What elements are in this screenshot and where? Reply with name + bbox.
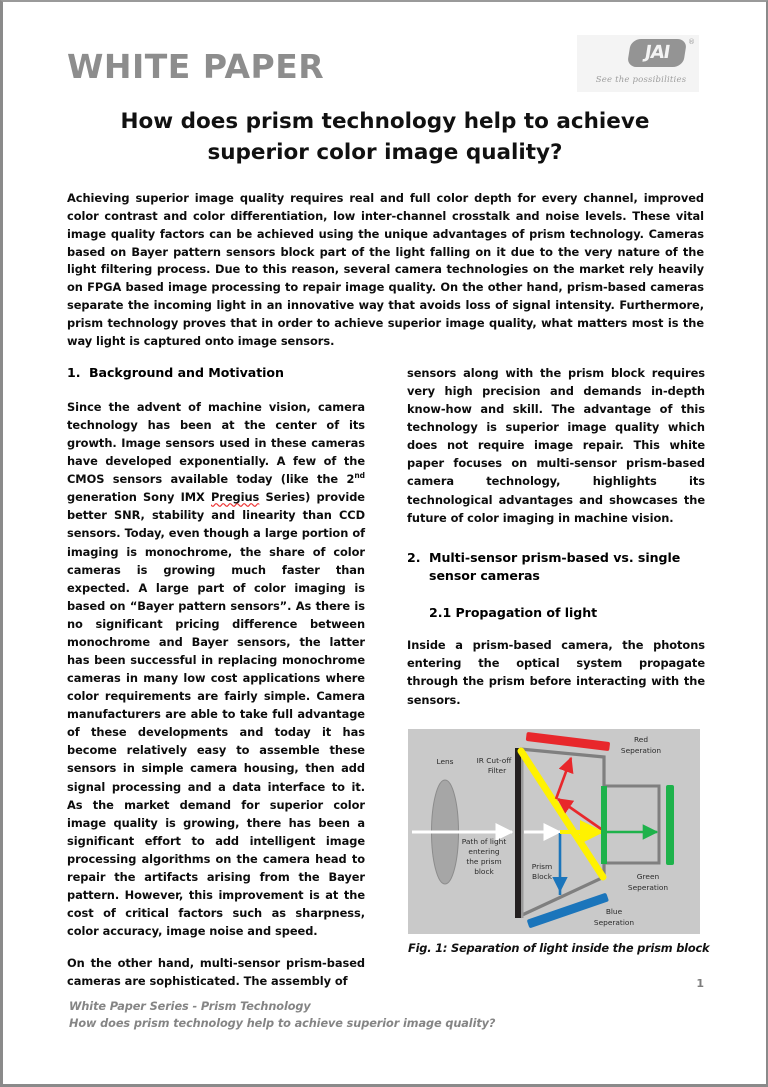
footer-line-2: How does prism technology help to achieve superior image quality? bbox=[69, 1016, 496, 1030]
footer-text bbox=[69, 999, 495, 1033]
registered-trademark-icon: ® bbox=[688, 38, 695, 46]
intro-paragraph: Achieving superior image quality requires real and full color depth for every channel, improved color contrast and color differentiation, low inter-channel crosstalk and noise levels. These vital image quality factors can be achieved using the unique advantages of prism technology. Cameras based on Bayer pattern sensors block part of the light falling on it due to the very nature of the light filtering process. Due to this reason, several camera technologies on the market rely heavily on FPGA based image processing to repair image quality. On the other hand, prism-based cameras separate the incoming light in an innovative way that avoids loss of signal intensity. Furthermore, prism technology proves that in order to achieve superior image quality, what matters most is the way light is captured onto image sensors. bbox=[67, 191, 704, 348]
figure-label-path-1: Path of light bbox=[461, 837, 507, 846]
footer-line-1: White Paper Series - Prism Technology bbox=[69, 1000, 311, 1013]
ir-cut-off-filter-bar bbox=[515, 748, 521, 918]
figure-label-red-2: Seperation bbox=[620, 746, 662, 755]
right-column bbox=[407, 364, 705, 709]
jai-logo-tagline: See the possibilities bbox=[595, 75, 687, 85]
figure-label-green-1: Green bbox=[636, 872, 660, 881]
section-2-1-heading: 2.1 Propagation of light bbox=[429, 605, 598, 621]
s1-p1-superscript: nd bbox=[354, 471, 365, 481]
green-prism-face bbox=[601, 786, 607, 864]
page-number: 1 bbox=[696, 977, 704, 990]
figure-1-image bbox=[408, 729, 700, 934]
figure-1 bbox=[408, 729, 710, 955]
figure-1-caption: Fig. 1: Separation of light inside the prism block bbox=[408, 941, 710, 955]
figure-label-green-2: Seperation bbox=[627, 883, 669, 892]
figure-label-ir-filter-1: IR Cut-off bbox=[476, 756, 512, 765]
section-1-heading-text: Background and Motivation bbox=[89, 365, 284, 380]
page-footer bbox=[3, 977, 766, 1047]
figure-label-prism-2: Block bbox=[532, 872, 552, 881]
document-title: How does prism technology help to achieve superior color image quality? bbox=[120, 109, 650, 166]
green-sensor-bar bbox=[666, 785, 674, 865]
section-2-1-paragraph-1: Inside a prism-based camera, the photons entering the optical system propagate through the prism before interacting with the sensors. bbox=[407, 638, 705, 707]
figure-label-path-2: entering bbox=[468, 847, 500, 856]
figure-label-blue-2: Seperation bbox=[593, 918, 635, 927]
section-2-heading bbox=[407, 549, 705, 585]
section-1-paragraph-2: On the other hand, multi-sensor prism-based cameras are sophisticated. The assembly of bbox=[67, 956, 365, 989]
figure-label-blue-1: Blue bbox=[605, 907, 623, 916]
s1-p1-part-c: Series) provide better SNR, stability and linearity than CCD sensors. Today, even though a large portion of imaging is monochrome, the share of color cameras is growing much faster than expected. A large part of color imaging is based on “Bayer pattern sensors”. As there is no significant pricing difference between monochrome and Bayer sensors, the latter has been successful in replacing monochrome cameras in many low cost applications where color requirements are fairly simple. Camera manufacturers are able to take full advantage of these developments and today it has become relatively easy to assemble these sensors in simple camera housing, then add signal processing and a data interface to it. As the market demand for superior color image quality is growing, there has been a significant effort to add intelligent image processing algorithms on the camera head to repair the artifacts arising from the Bayer pattern. However, this improvement is at the cost of critical factors such as sharpness, color accuracy, image noise and speed. bbox=[67, 490, 365, 939]
section-2-number: 2. bbox=[407, 549, 421, 565]
figure-label-red-1: Red bbox=[633, 735, 649, 744]
section-1-paragraph-1 bbox=[67, 398, 365, 940]
white-paper-label: WHITE PAPER bbox=[67, 47, 325, 86]
figure-label-path-3: the prism bbox=[466, 857, 502, 866]
page-header bbox=[3, 2, 766, 98]
section-1-paragraph-2-continued: sensors along with the prism block requires very high precision and demands in-depth know-how and skill. The advantage of this technology is superior image quality which does not require image repair. This white paper focuses on multi-sensor prism-based camera technology, highlights its technological advantages and showcases the future of color imaging in machine vision. bbox=[407, 366, 705, 525]
jai-logo-mark bbox=[627, 39, 687, 67]
spellcheck-flagged-word: Pregius bbox=[211, 490, 260, 505]
jai-logo bbox=[577, 35, 699, 92]
left-column bbox=[67, 364, 365, 990]
s1-p1-part-b: generation Sony IMX bbox=[67, 490, 211, 505]
section-1-heading bbox=[67, 364, 365, 382]
figure-label-lens: Lens bbox=[436, 757, 454, 766]
section-2-heading-text: Multi-sensor prism-based vs. single sensor cameras bbox=[429, 549, 681, 583]
figure-label-prism-1: Prism bbox=[531, 862, 553, 871]
jai-logo-mark-text: JAI bbox=[643, 42, 671, 63]
s1-p1-part-a: Since the advent of machine vision, camera technology has been at the center of its growth. Image sensors used in these cameras have developed exponentially. A few of the CMOS sensors available today (like the 2 bbox=[67, 399, 365, 487]
page-content bbox=[3, 2, 766, 1084]
figure-label-ir-filter-2: Filter bbox=[487, 766, 507, 775]
figure-label-path-4: block bbox=[474, 867, 494, 876]
section-1-number: 1. bbox=[67, 365, 81, 380]
